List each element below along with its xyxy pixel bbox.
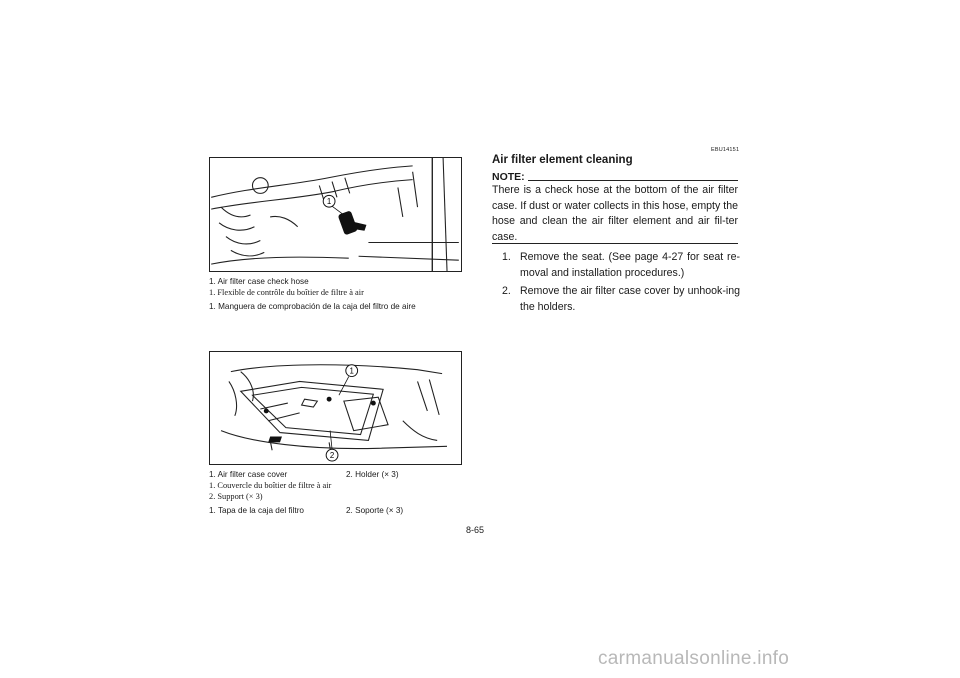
- page-number: 8-65: [466, 525, 485, 535]
- caption-fr: 1. Flexible de contrôle du boîtier de filtre à air: [209, 288, 364, 297]
- step-item: [502, 250, 740, 281]
- callout-1: 1: [326, 197, 332, 207]
- step-number: 2.: [502, 285, 511, 297]
- caption-en-2: 2. Holder (× 3): [346, 470, 399, 479]
- caption-es: 1. Manguera de comprobación de la caja del filtro de aire: [209, 302, 416, 311]
- illustration-check-hose: [210, 158, 461, 271]
- callout-2: 2: [329, 451, 335, 461]
- step-item: [502, 284, 740, 315]
- caption-fr-2: 2. Support (× 3): [209, 492, 263, 501]
- step-text: Remove the air filter case cover by unhook-ing the holders.: [520, 285, 740, 313]
- note-divider: [528, 180, 738, 181]
- note-label: NOTE:: [492, 171, 525, 183]
- figure-check-hose: [209, 157, 462, 272]
- step-number: 1.: [502, 251, 511, 263]
- note-text: There is a check hose at the bottom of the air filter case. If dust or water collects in this hose, empty the hose and clean the air filter element and air fil-ter case.: [492, 184, 738, 243]
- caption-en-1: 1. Air filter case cover: [209, 470, 288, 479]
- caption-figure1: [209, 276, 479, 312]
- figure-filter-cover: [209, 351, 462, 465]
- document-code: EBU14151: [711, 147, 740, 153]
- caption-es-2: 2. Soporte (× 3): [346, 506, 404, 515]
- caption-figure2: [209, 469, 479, 516]
- caption-fr-1: 1. Couvercle du boîtier de filtre à air: [209, 481, 332, 490]
- caption-es-1: 1. Tapa de la caja del filtro: [209, 506, 304, 515]
- illustration-filter-cover: [210, 352, 461, 464]
- note-end-divider: [492, 243, 738, 244]
- caption-en: 1. Air filter case check hose: [209, 277, 309, 286]
- callout-1: 1: [349, 366, 354, 376]
- step-text: Remove the seat. (See page 4-27 for seat re-moval and installation procedures.): [520, 251, 740, 279]
- procedure-steps: [502, 250, 740, 318]
- watermark: carmanualsonline.info: [598, 648, 790, 669]
- section-title: Air filter element cleaning: [492, 154, 633, 166]
